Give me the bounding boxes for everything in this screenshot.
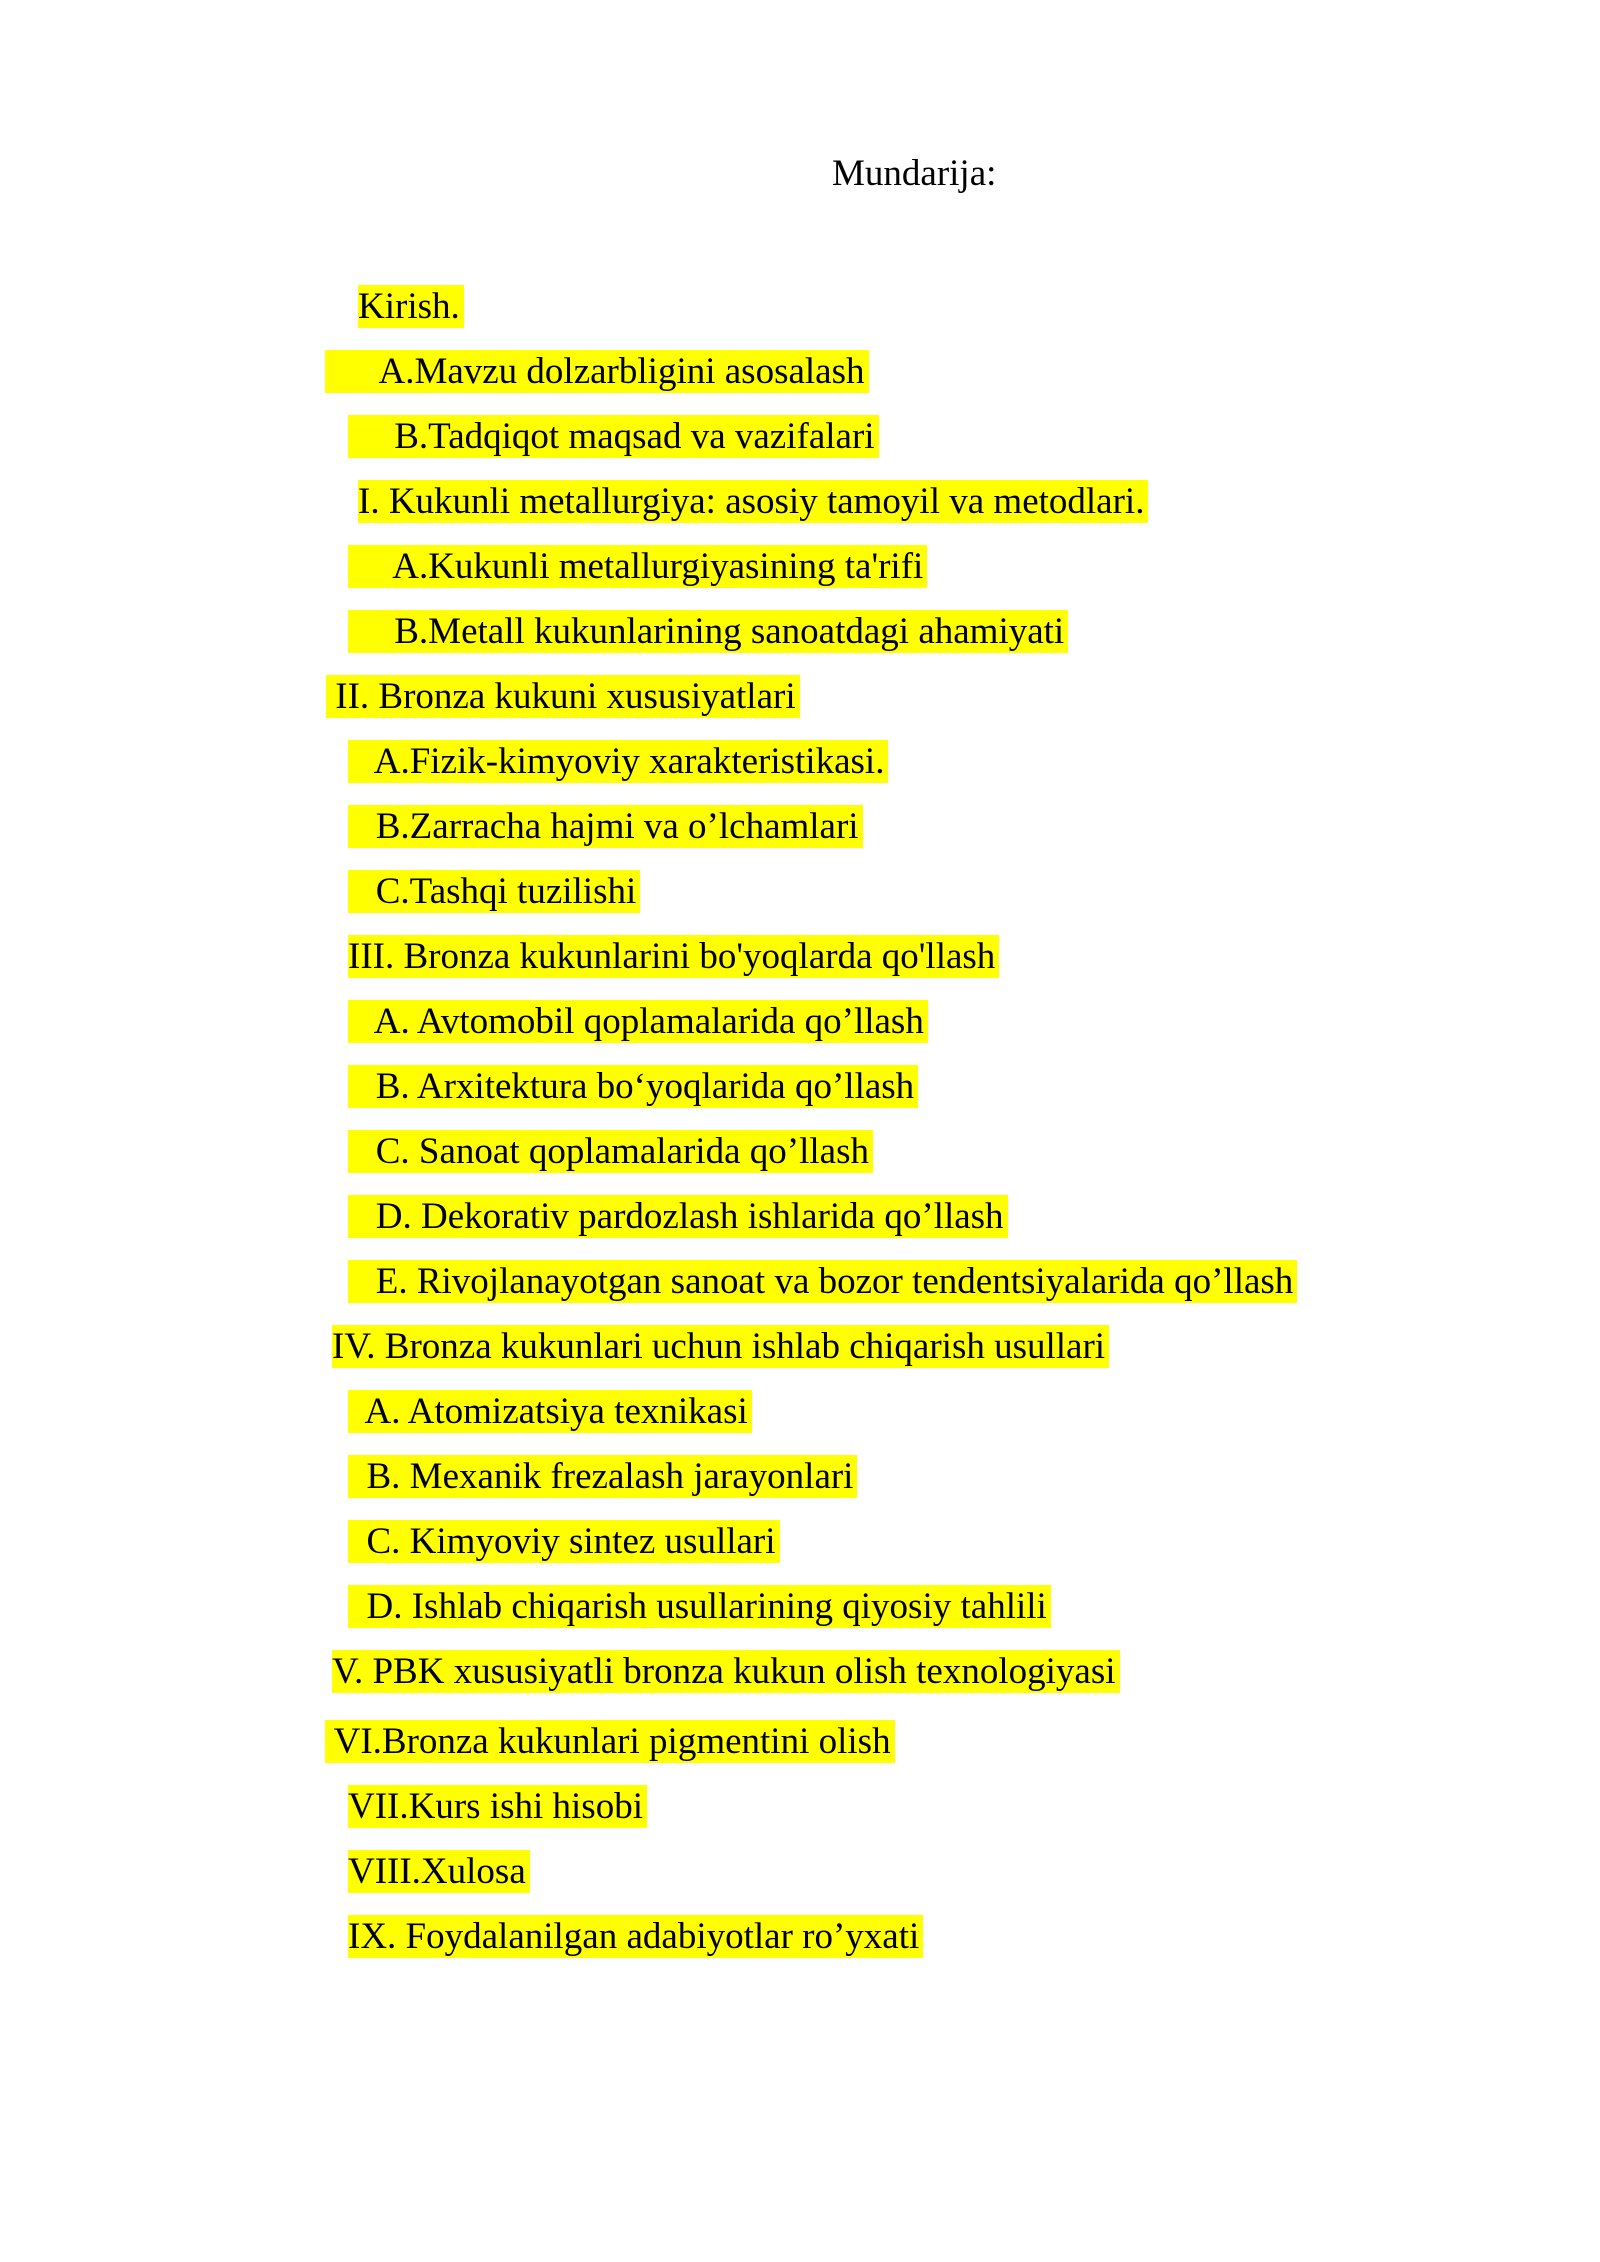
toc-subentry-chapter-2-b: B.Zarracha hajmi va o’lchamlari xyxy=(348,805,863,848)
toc-entry-chapter-7: VII.Kurs ishi hisobi xyxy=(348,1785,647,1828)
toc-subentry-chapter-2-a: A.Fizik-kimyoviy xarakteristikasi. xyxy=(348,740,888,783)
toc-subentry-chapter-2-c: C.Tashqi tuzilishi xyxy=(348,870,640,913)
toc-subentry-chapter-1-b: B.Metall kukunlarining sanoatdagi ahamiyati xyxy=(348,610,1068,653)
toc-entry-chapter-9: IX. Foydalanilgan adabiyotlar ro’yxati xyxy=(348,1915,923,1958)
toc-subentry-chapter-3-d: D. Dekorativ pardozlash ishlarida qo’llash xyxy=(348,1195,1008,1238)
toc-entry-chapter-5: V. PBK xususiyatli bronza kukun olish texnologiyasi xyxy=(332,1650,1120,1693)
toc-entry-chapter-4: IV. Bronza kukunlari uchun ishlab chiqarish usullari xyxy=(332,1325,1109,1368)
toc-subentry-kirish-a: A.Mavzu dolzarbligini asosalash xyxy=(325,350,869,393)
page-title: Mundarija: xyxy=(832,153,997,194)
toc-entry-kirish: Kirish. xyxy=(358,285,464,328)
toc-entry-chapter-2: II. Bronza kukuni xususiyatlari xyxy=(326,675,800,718)
toc-subentry-chapter-1-a: A.Kukunli metallurgiyasining ta'rifi xyxy=(348,545,927,588)
toc-subentry-chapter-3-b: B. Arxitektura bo‘yoqlarida qo’llash xyxy=(348,1065,918,1108)
toc-entry-chapter-8: VIII.Xulosa xyxy=(348,1850,530,1893)
toc-subentry-chapter-4-c: C. Kimyoviy sintez usullari xyxy=(348,1520,780,1563)
toc-entry-chapter-1: I. Kukunli metallurgiya: asosiy tamoyil va metodlari. xyxy=(358,480,1148,523)
toc-subentry-chapter-4-d: D. Ishlab chiqarish usullarining qiyosiy tahlili xyxy=(348,1585,1051,1628)
toc-subentry-chapter-4-b: B. Mexanik frezalash jarayonlari xyxy=(348,1455,857,1498)
toc-subentry-chapter-3-c: C. Sanoat qoplamalarida qo’llash xyxy=(348,1130,873,1173)
toc-subentry-chapter-3-e: E. Rivojlanayotgan sanoat va bozor tendentsiyalarida qo’llash xyxy=(348,1260,1297,1303)
toc-entry-chapter-6: VI.Bronza kukunlari pigmentini olish xyxy=(325,1720,895,1763)
toc-subentry-chapter-3-a: A. Avtomobil qoplamalarida qo’llash xyxy=(348,1000,928,1043)
toc-subentry-chapter-4-a: A. Atomizatsiya texnikasi xyxy=(348,1390,752,1433)
toc-entry-chapter-3: III. Bronza kukunlarini bo'yoqlarda qo'llash xyxy=(348,935,999,978)
toc-subentry-kirish-b: B.Tadqiqot maqsad va vazifalari xyxy=(348,415,879,458)
